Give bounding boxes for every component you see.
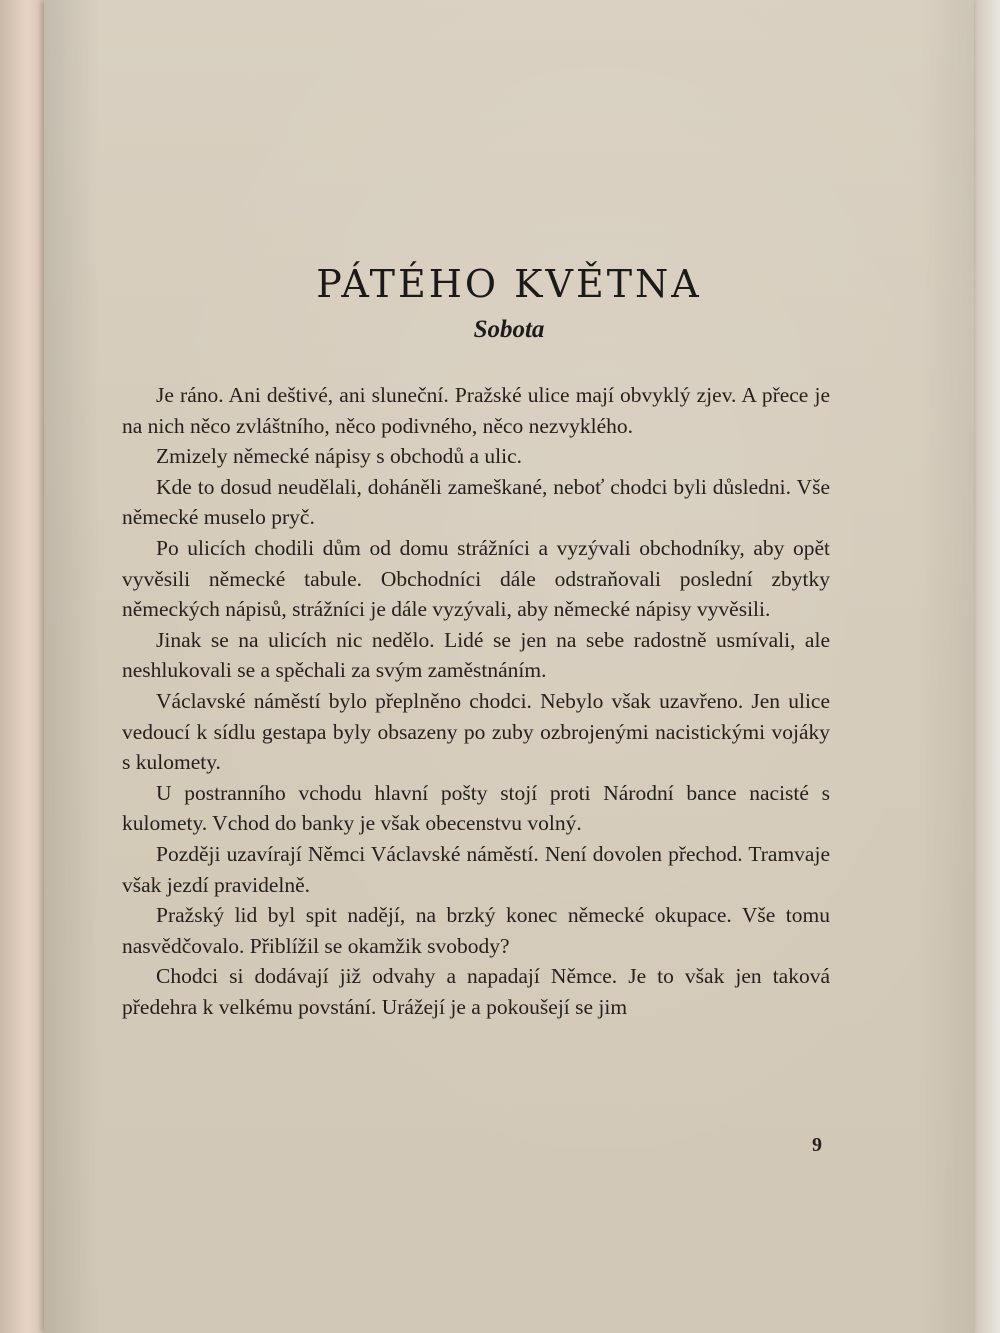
paragraph: Chodci si dodávají již odvahy a napadají Němce. Je to však jen taková předehra k velkému povstání. Urážejí je a pokoušejí se jim	[122, 964, 830, 1019]
body-text	[122, 380, 830, 1022]
page-right-edge	[974, 0, 1000, 1333]
chapter-title: PÁTÉHO KVĚTNA	[316, 262, 702, 306]
paragraph: Pražský lid byl spit nadějí, na brzký konec německé okupace. Vše tomu nasvědčovalo. Přiblížil se okamžik svobody?	[122, 903, 830, 958]
paragraph: Je ráno. Ani deštivé, ani sluneční. Pražské ulice mají obvyklý zjev. A přece je na nich něco zvláštního, něco podivného, něco nezvyklého.	[122, 383, 830, 438]
paragraph: Zmizely německé nápisy s obchodů a ulic.	[156, 444, 522, 469]
paragraph: Kde to dosud neudělali, doháněli zameškané, neboť chodci byli důsledni. Vše německé muselo pryč.	[122, 474, 830, 530]
paragraph: Václavské náměstí bylo přeplněno chodci. Nebylo však uzavřeno. Jen ulice vedoucí k sídlu gestapa byly obsazeny po zuby ozbrojenými nacistickými vojáky s kulomety.	[122, 688, 830, 775]
chapter-subtitle: Sobota	[473, 316, 545, 343]
paragraph: U postranního vchodu hlavní pošty stojí proti Národní bance nacisté s kulomety. Vchod do banky je však obecenstvu volný.	[122, 780, 830, 836]
paragraph: Později uzavírají Němci Václavské náměstí. Není dovolen přechod. Tramvaje však jezdí pravidelně.	[122, 841, 830, 897]
paragraph: Po ulicích chodili dům od domu strážníci a vyzývali obchodníky, aby opět vyvěsili německé tabule. Obchodníci dále odstraňovali poslední zbytky německých nápisů, strážníci je dále vyzývali, aby německé nápisy vyvěsili.	[122, 535, 830, 622]
page-number: 9	[812, 1134, 822, 1156]
paragraph: Jinak se na ulicích nic nedělo. Lidé se jen na sebe radostně usmívali, ale neshlukovali se a spěchali za svým zaměstnáním.	[122, 627, 830, 683]
